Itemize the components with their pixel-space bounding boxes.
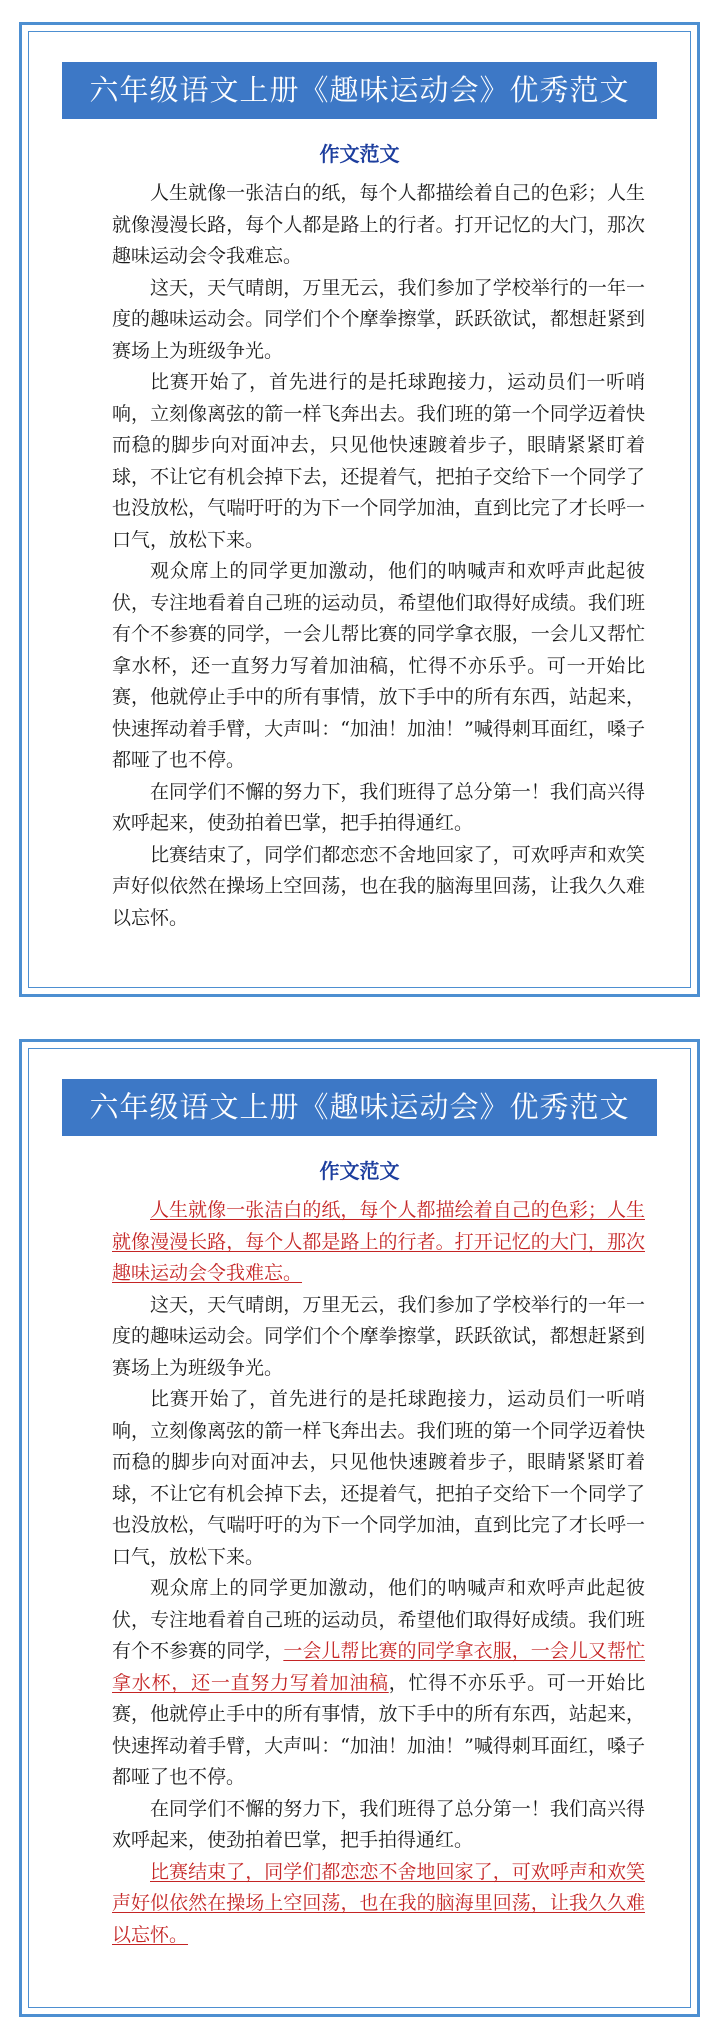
essay-card-annotated xyxy=(19,1039,700,2017)
essay-subtitle: 作文范文 xyxy=(319,142,400,166)
card-title: 六年级语文上册《趣味运动会》优秀范文 xyxy=(62,62,657,119)
paragraph-4 xyxy=(112,1573,645,1794)
paragraph-6-highlighted: 比赛结束了，同学们都恋恋不舍地回家了，可欢呼声和欢笑声好似依然在操场上空回荡，也在我的脑海里回荡，让我久久难以忘怀。 xyxy=(112,1860,645,1946)
essay-subtitle: 作文范文 xyxy=(319,1159,400,1183)
paragraph-4-part-c: ，忙得不亦乐乎。可一开始比赛，他就停止手中的所有事情，放下手中的所有东西，站起来，快速挥动着手臂，大声叫：“加油！加油！”喊得刺耳面红，嗓子都哑了也不停。 xyxy=(112,1671,645,1788)
paragraph-3: 比赛开始了，首先进行的是托球跑接力，运动员们一听哨响，立刻像离弦的箭一样飞奔出去。我们班的第一个同学迈着快而稳的脚步向对面冲去，只见他快速踱着步子，眼睛紧紧盯着球，不让它有机会掉下去，还提着气，把拍子交给下一个同学了也没放松，气喘吁吁的为下一个同学加油，直到比完了才长呼一口气，放松下来。 xyxy=(112,371,645,551)
paragraph-3: 比赛开始了，首先进行的是托球跑接力，运动员们一听哨响，立刻像离弦的箭一样飞奔出去。我们班的第一个同学迈着快而稳的脚步向对面冲去，只见他快速踱着步子，眼睛紧紧盯着球，不让它有机会掉下去，还提着气，把拍子交给下一个同学了也没放松，气喘吁吁的为下一个同学加油，直到比完了才长呼一口气，放松下来。 xyxy=(112,1388,645,1568)
paragraph-4 xyxy=(112,556,645,777)
paragraph-4-part-c: ，忙得不亦乐乎。可一开始比赛，他就停止手中的所有事情，放下手中的所有东西，站起来，快速挥动着手臂，大声叫：“加油！加油！”喊得刺耳面红，嗓子都哑了也不停。 xyxy=(112,654,645,771)
paragraph-1-highlighted: 人生就像一张洁白的纸，每个人都描绘着自己的色彩；人生就像漫漫长路，每个人都是路上的行者。打开记忆的大门，那次趣味运动会令我难忘。 xyxy=(112,1199,645,1284)
paragraph-2: 这天，天气晴朗，万里无云，我们参加了学校举行的一年一度的趣味运动会。同学们个个摩拳擦掌，跃跃欲试，都想赶紧到赛场上为班级争光。 xyxy=(112,1293,645,1379)
paragraph-5: 在同学们不懈的努力下，我们班得了总分第一！我们高兴得欢呼起来，使劲拍着巴掌，把手拍得通红。 xyxy=(112,780,645,834)
paragraph-5: 在同学们不懈的努力下，我们班得了总分第一！我们高兴得欢呼起来，使劲拍着巴掌，把手拍得通红。 xyxy=(112,1797,645,1851)
paragraph-4-highlighted-sentence: 一会儿帮比赛的同学拿衣服，一会儿又帮忙拿水杯，还一直努力写着加油稿 xyxy=(112,1640,645,1694)
paragraph-6: 比赛结束了，同学们都恋恋不舍地回家了，可欢呼声和欢笑声好似依然在操场上空回荡，也在我的脑海里回荡，让我久久难以忘怀。 xyxy=(112,843,645,929)
essay-body xyxy=(112,178,645,934)
essay-card-plain xyxy=(19,22,700,997)
paragraph-2: 这天，天气晴朗，万里无云，我们参加了学校举行的一年一度的趣味运动会。同学们个个摩拳擦掌，跃跃欲试，都想赶紧到赛场上为班级争光。 xyxy=(112,276,645,362)
paragraph-1: 人生就像一张洁白的纸，每个人都描绘着自己的色彩；人生就像漫漫长路，每个人都是路上的行者。打开记忆的大门，那次趣味运动会令我难忘。 xyxy=(112,182,645,267)
paragraph-4-part-b: 一会儿帮比赛的同学拿衣服，一会儿又帮忙拿水杯，还一直努力写着加油稿 xyxy=(112,623,645,677)
card-title: 六年级语文上册《趣味运动会》优秀范文 xyxy=(62,1079,657,1136)
paragraph-4-part-a: 观众席上的同学更加激动，他们的呐喊声和欢呼声此起彼伏，专注地看着自己班的运动员，希望他们取得好成绩。我们班有个不参赛的同学， xyxy=(112,560,645,645)
essay-body xyxy=(112,1195,645,1951)
paragraph-4-part-a: 观众席上的同学更加激动，他们的呐喊声和欢呼声此起彼伏，专注地看着自己班的运动员，希望他们取得好成绩。我们班有个不参赛的同学， xyxy=(112,1577,645,1662)
